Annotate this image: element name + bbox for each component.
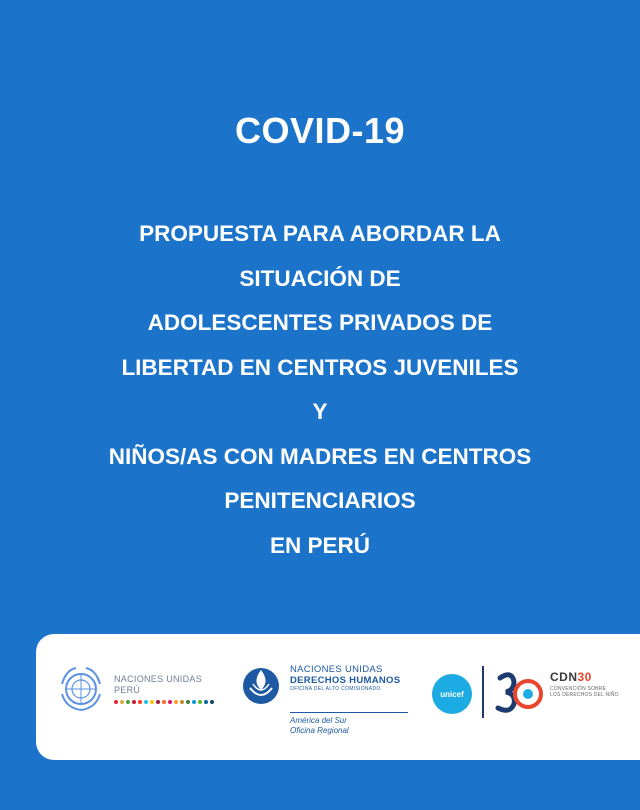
unicef-icon — [432, 674, 472, 714]
cdn-title-main: CDN — [550, 670, 578, 684]
ohchr-region — [290, 716, 349, 736]
ohchr-divider — [290, 712, 408, 713]
subtitle-line: PENITENCIARIOS — [224, 488, 416, 513]
ohchr-text — [290, 664, 400, 693]
subtitle-line: PROPUESTA PARA ABORDAR LA — [139, 221, 501, 246]
ohchr-emblem-icon — [238, 662, 284, 708]
subtitle-line: EN PERÚ — [269, 532, 371, 558]
thirty-years-logo — [490, 666, 546, 718]
thirty-years-icon — [490, 666, 546, 718]
ohchr-line1: NACIONES UNIDAS — [290, 664, 383, 675]
un-peru-text — [114, 674, 202, 696]
ohchr-logo — [238, 656, 413, 740]
cdn-sub1: CONVENCIÓN SOBRE — [550, 686, 606, 692]
ohchr-line2: DERECHOS HUMANOS — [290, 675, 401, 686]
cdn-subtitle — [550, 686, 619, 698]
subtitle-line: NIÑOS/AS CON MADRES EN CENTROS — [108, 443, 532, 469]
cover-subtitle — [30, 212, 610, 568]
un-emblem-icon — [56, 664, 106, 714]
cdn-title-accent: 30 — [577, 670, 592, 684]
subtitle-line: Y — [312, 399, 328, 424]
logo-divider — [482, 666, 484, 718]
un-peru-line2: PERÚ — [114, 685, 141, 695]
subtitle-line: LIBERTAD EN CENTROS JUVENILES — [121, 354, 519, 380]
partner-logo-bar — [36, 634, 640, 760]
cover-title: COVID-19 — [234, 110, 406, 151]
subtitle-line: ADOLESCENTES PRIVADOS DE — [147, 310, 493, 335]
ohchr-line3: OFICINA DEL ALTO COMISIONADO — [290, 686, 381, 692]
un-peru-logo — [56, 664, 226, 718]
cdn-sub2: LOS DERECHOS DEL NIÑO — [550, 692, 619, 698]
cdn30-logo — [550, 670, 632, 718]
subtitle-line: SITUACIÓN DE — [239, 265, 401, 291]
unicef-text: unicef — [440, 689, 464, 699]
cdn-title — [550, 670, 592, 684]
un-peru-line1: NACIONES UNIDAS — [114, 674, 203, 684]
unicef-logo — [432, 674, 472, 714]
sdg-color-dots — [114, 700, 214, 704]
ohchr-region1: América del Sur — [290, 716, 347, 725]
ohchr-region2: Oficina Regional — [290, 726, 349, 735]
